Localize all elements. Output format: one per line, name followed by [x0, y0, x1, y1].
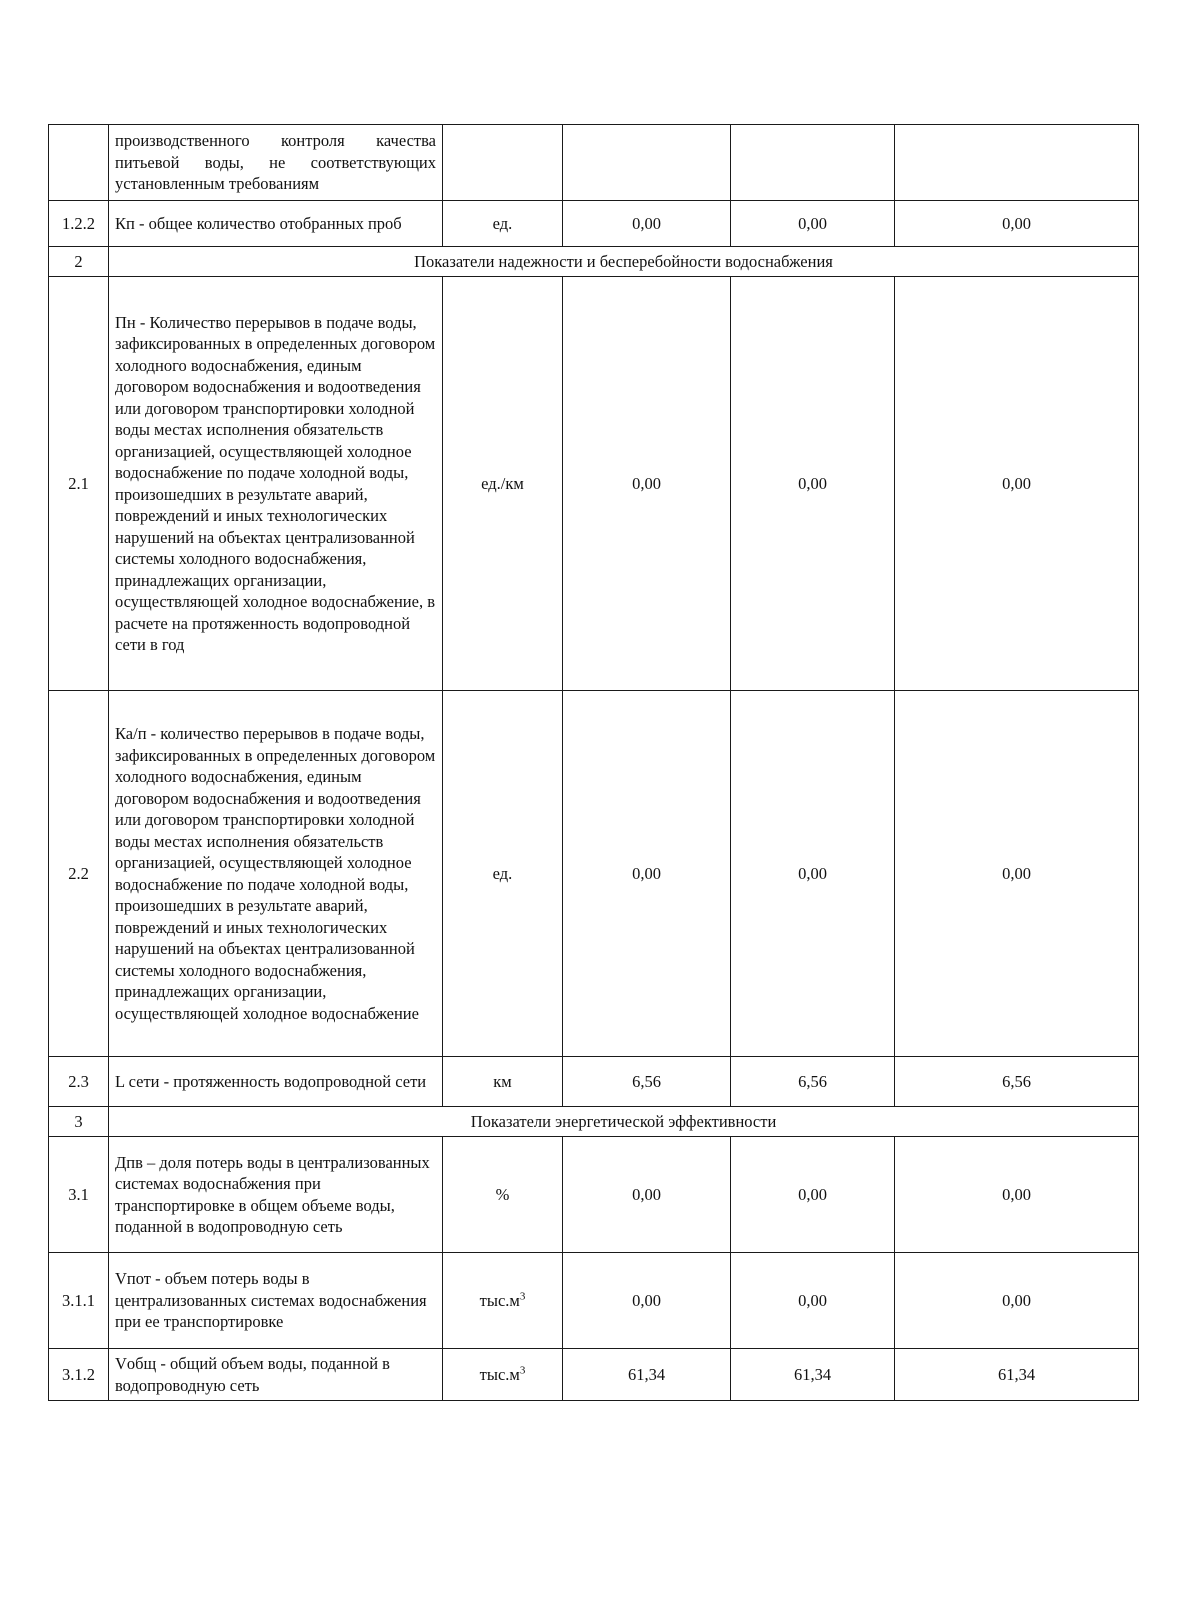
unit-cell: ед.: [443, 201, 563, 247]
value-cell: 6,56: [731, 1057, 895, 1107]
indicator-description: Дпв – доля потерь воды в централизованных системах водоснабжения при транспортировке в общем объеме воды, поданной в водопроводную сеть: [109, 1137, 443, 1253]
value-cell: 0,00: [731, 1253, 895, 1349]
indicator-description: производственного контроля качества питьевой воды, не соответствующих установленным требованиям: [109, 125, 443, 201]
indicator-description: Vобщ - общий объем воды, поданной в водопроводную сеть: [109, 1349, 443, 1401]
value-cell: 0,00: [563, 277, 731, 691]
value-cell: [563, 125, 731, 201]
value-cell: 0,00: [731, 691, 895, 1057]
section-title: Показатели энергетической эффективности: [109, 1107, 1139, 1137]
row-number: 2.2: [49, 691, 109, 1057]
unit-cell: [443, 1253, 563, 1349]
table-row: [49, 1057, 1139, 1107]
indicators-table: [48, 124, 1139, 1401]
value-cell: 6,56: [895, 1057, 1139, 1107]
row-number: 2.3: [49, 1057, 109, 1107]
value-cell: 0,00: [895, 277, 1139, 691]
unit-text: тыс.м: [479, 1364, 520, 1384]
unit-cell: [443, 125, 563, 201]
row-number: 3.1.2: [49, 1349, 109, 1401]
section-row: [49, 247, 1139, 277]
value-cell: 6,56: [563, 1057, 731, 1107]
row-number: 2.1: [49, 277, 109, 691]
indicators-table-sheet: [48, 124, 1138, 1401]
table-row: [49, 1137, 1139, 1253]
unit-cell: км: [443, 1057, 563, 1107]
unit-cell: ед./км: [443, 277, 563, 691]
indicator-description: Кп - общее количество отобранных проб: [109, 201, 443, 247]
indicator-description: Vпот - объем потерь воды в централизованных системах водоснабжения при ее транспортировке: [109, 1253, 443, 1349]
unit-cell: %: [443, 1137, 563, 1253]
value-cell: 0,00: [895, 691, 1139, 1057]
value-cell: 0,00: [563, 1253, 731, 1349]
value-cell: [895, 125, 1139, 201]
unit-superscript: 3: [519, 1290, 526, 1303]
value-cell: 0,00: [895, 1253, 1139, 1349]
value-cell: 0,00: [895, 1137, 1139, 1253]
value-cell: 0,00: [731, 1137, 895, 1253]
section-number: 2: [49, 247, 109, 277]
indicator-description: Ка/п - количество перерывов в подаче воды, зафиксированных в определенных договором холодного водоснабжения, единым договором водоснабжения и водоотведения или договором транспортировки холодной воды местах исполнения обязательств организацией, осуществляющей холодное водоснабжение по подаче холодной воды, произошедших в результате аварий, повреждений и иных технологических нарушений на объектах централизованной системы холодного водоснабжения, принадлежащих организации, осуществляющей холодное водоснабжение: [109, 691, 443, 1057]
table-row: [49, 277, 1139, 691]
value-cell: 0,00: [563, 691, 731, 1057]
value-cell: [731, 125, 895, 201]
unit-text: тыс.м: [479, 1290, 520, 1310]
unit-cell: [443, 1349, 563, 1401]
indicator-description: Пн - Количество перерывов в подаче воды, зафиксированных в определенных договором холодного водоснабжения, единым договором водоснабжения и водоотведения или договором транспортировки холодной воды местах исполнения обязательств организацией, осуществляющей холодное водоснабжение по подаче холодной воды, произошедших в результате аварий, повреждений и иных технологических нарушений на объектах централизованной системы холодного водоснабжения, принадлежащих организации, осуществляющей холодное водоснабжение, в расчете на протяженность водопроводной сети в год: [109, 277, 443, 691]
row-number: 1.2.2: [49, 201, 109, 247]
value-cell: 61,34: [563, 1349, 731, 1401]
value-cell: 0,00: [731, 277, 895, 691]
table-row: [49, 1349, 1139, 1401]
table-row: [49, 1253, 1139, 1349]
unit-superscript: 3: [519, 1364, 526, 1377]
table-row: [49, 125, 1139, 201]
value-cell: 61,34: [731, 1349, 895, 1401]
section-title: Показатели надежности и бесперебойности водоснабжения: [109, 247, 1139, 277]
value-cell: 0,00: [731, 201, 895, 247]
value-cell: 61,34: [895, 1349, 1139, 1401]
row-number: 3.1: [49, 1137, 109, 1253]
row-number: [49, 125, 109, 201]
indicator-description: L сети - протяженность водопроводной сети: [109, 1057, 443, 1107]
value-cell: 0,00: [895, 201, 1139, 247]
value-cell: 0,00: [563, 201, 731, 247]
row-number: 3.1.1: [49, 1253, 109, 1349]
section-number: 3: [49, 1107, 109, 1137]
unit-cell: ед.: [443, 691, 563, 1057]
value-cell: 0,00: [563, 1137, 731, 1253]
table-row: [49, 201, 1139, 247]
section-row: [49, 1107, 1139, 1137]
table-row: [49, 691, 1139, 1057]
